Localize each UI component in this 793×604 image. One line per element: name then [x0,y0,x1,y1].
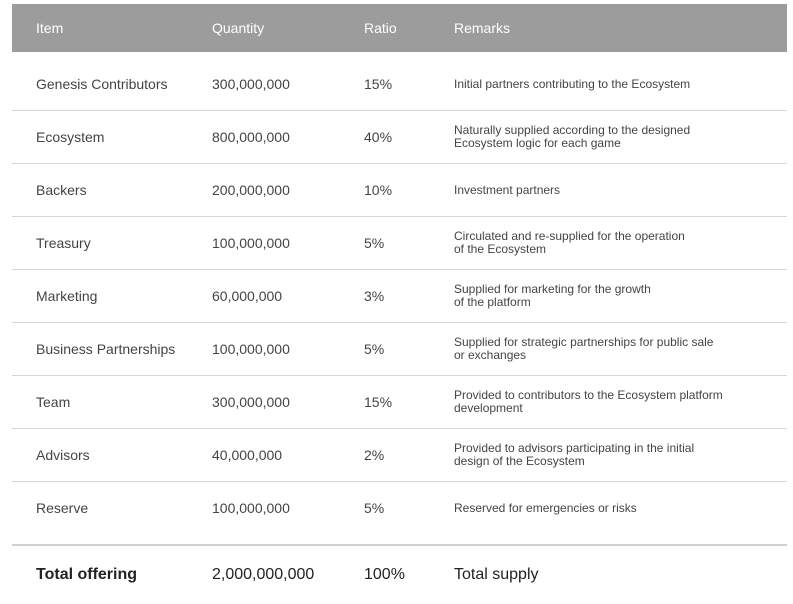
row-ratio: 10% [364,182,393,198]
row-remarks: Initial partners contributing to the Ecosystem [454,76,691,91]
row-remarks: Investment partners [454,182,561,197]
row-quantity: 40,000,000 [212,447,283,463]
row-ratio: 5% [364,235,385,251]
row-quantity: 100,000,000 [212,341,290,357]
table-row [12,58,787,111]
row-ratio: 2% [364,447,385,463]
header-ratio: Ratio [364,20,397,36]
row-item: Backers [36,182,87,198]
row-ratio: 40% [364,129,393,145]
row-remarks: Circulated and re-supplied for the operation of the Ecosystem [454,229,685,256]
row-ratio: 5% [364,341,385,357]
token-allocation-table [12,4,787,604]
row-remarks: Supplied for strategic partnerships for public sale or exchanges [454,335,714,362]
row-remarks: Provided to contributors to the Ecosystem platform development [454,388,723,415]
header-remarks: Remarks [454,19,511,36]
table-row [12,217,787,270]
row-quantity: 200,000,000 [212,182,290,198]
table-row [12,111,787,164]
row-quantity: 100,000,000 [212,235,290,251]
row-remarks: Provided to advisors participating in the initial design of the Ecosystem [454,441,695,468]
row-item: Ecosystem [36,129,105,145]
table-row [12,323,787,376]
header-item: Item [36,20,64,36]
row-quantity: 100,000,000 [212,500,290,516]
total-row [12,546,787,604]
total-item: Total offering [36,566,138,583]
row-remarks: Reserved for emergencies or risks [454,500,637,515]
table-row [12,429,787,482]
total-remarks: Total supply [454,566,539,583]
row-item: Marketing [36,288,98,304]
row-ratio: 3% [364,288,385,304]
table-row [12,482,787,534]
row-ratio: 15% [364,76,393,92]
table-row [12,270,787,323]
table-row [12,164,787,217]
row-item: Treasury [36,235,91,251]
total-ratio: 100% [364,566,405,583]
row-item: Reserve [36,500,89,516]
row-ratio: 15% [364,394,393,410]
row-item: Genesis Contributors [36,76,168,92]
row-quantity: 300,000,000 [212,76,290,92]
row-remarks: Supplied for marketing for the growth of the platform [454,282,651,309]
row-quantity: 60,000,000 [212,288,283,304]
table-header [12,4,787,52]
row-item: Team [36,394,71,410]
row-ratio: 5% [364,500,385,516]
row-quantity: 800,000,000 [212,129,290,145]
row-item: Advisors [36,447,90,463]
header-quantity: Quantity [212,20,265,36]
row-item: Business Partnerships [36,341,176,357]
table-body [12,52,787,534]
row-remarks: Naturally supplied according to the designed Ecosystem logic for each game [454,123,691,150]
total-quantity: 2,000,000,000 [212,566,315,583]
row-quantity: 300,000,000 [212,394,290,410]
table-row [12,376,787,429]
